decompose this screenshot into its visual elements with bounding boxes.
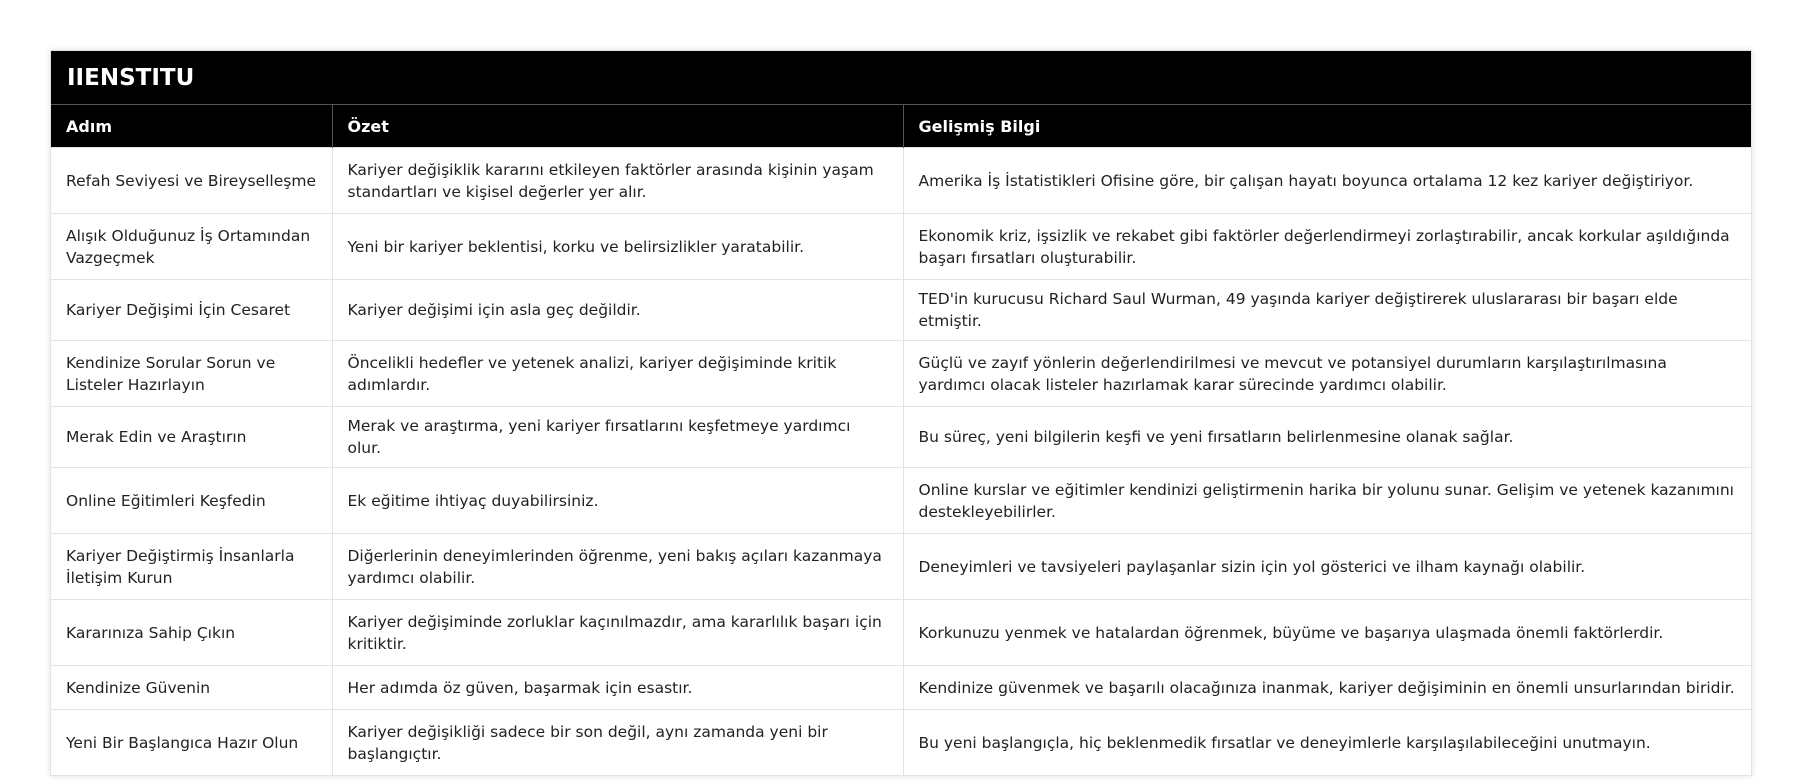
- table-row: [51, 534, 1751, 600]
- cell-step: Yeni Bir Başlangıca Hazır Olun: [51, 710, 332, 776]
- table-row: [51, 600, 1751, 666]
- cell-info: Kendinize güvenmek ve başarılı olacağınıza inanmak, kariyer değişiminin en önemli unsurlarından biridir.: [903, 666, 1751, 710]
- cell-step: Kariyer Değiştirmiş İnsanlarla İletişim Kurun: [51, 534, 332, 600]
- cell-step: Refah Seviyesi ve Bireyselleşme: [51, 148, 332, 214]
- table-row: [51, 710, 1751, 776]
- table-row: [51, 214, 1751, 280]
- table-header-row: [51, 105, 1751, 148]
- cell-summary: Öncelikli hedefler ve yetenek analizi, kariyer değişiminde kritik adımlardır.: [332, 341, 903, 407]
- cell-info: Korkunuzu yenmek ve hatalardan öğrenmek, büyüme ve başarıya ulaşmada önemli faktörlerdir.: [903, 600, 1751, 666]
- cell-summary: Her adımda öz güven, başarmak için esastır.: [332, 666, 903, 710]
- table-row: [51, 148, 1751, 214]
- cell-step: Online Eğitimleri Keşfedin: [51, 468, 332, 534]
- cell-summary: Yeni bir kariyer beklentisi, korku ve belirsizlikler yaratabilir.: [332, 214, 903, 280]
- cell-summary: Kariyer değişimi için asla geç değildir.: [332, 280, 903, 341]
- cell-info: TED'in kurucusu Richard Saul Wurman, 49 yaşında kariyer değiştirerek uluslararası bir başarı elde etmiştir.: [903, 280, 1751, 341]
- table-row: [51, 468, 1751, 534]
- column-header-summary: Özet: [332, 105, 903, 148]
- cell-step: Kararınıza Sahip Çıkın: [51, 600, 332, 666]
- table-row: [51, 341, 1751, 407]
- column-header-step: Adım: [51, 105, 332, 148]
- cell-summary: Ek eğitime ihtiyaç duyabilirsiniz.: [332, 468, 903, 534]
- cell-info: Güçlü ve zayıf yönlerin değerlendirilmesi ve mevcut ve potansiyel durumların karşılaştırılmasına yardımcı olacak listeler hazırlamak karar sürecinde yardımcı olabilir.: [903, 341, 1751, 407]
- column-header-info: Gelişmiş Bilgi: [903, 105, 1751, 148]
- cell-step: Alışık Olduğunuz İş Ortamından Vazgeçmek: [51, 214, 332, 280]
- cell-info: Bu süreç, yeni bilgilerin keşfi ve yeni fırsatların belirlenmesine olanak sağlar.: [903, 407, 1751, 468]
- cell-info: Bu yeni başlangıçla, hiç beklenmedik fırsatlar ve deneyimlerle karşılaşılabileceğini unutmayın.: [903, 710, 1751, 776]
- cell-info: Deneyimleri ve tavsiyeleri paylaşanlar sizin için yol gösterici ve ilham kaynağı olabilir.: [903, 534, 1751, 600]
- brand-title: IIENSTITU: [51, 51, 1751, 105]
- cell-step: Merak Edin ve Araştırın: [51, 407, 332, 468]
- cell-summary: Diğerlerinin deneyimlerinden öğrenme, yeni bakış açıları kazanmaya yardımcı olabilir.: [332, 534, 903, 600]
- cell-step: Kariyer Değişimi İçin Cesaret: [51, 280, 332, 341]
- cell-summary: Kariyer değişiminde zorluklar kaçınılmazdır, ama kararlılık başarı için kritiktir.: [332, 600, 903, 666]
- cell-step: Kendinize Güvenin: [51, 666, 332, 710]
- cell-summary: Merak ve araştırma, yeni kariyer fırsatlarını keşfetmeye yardımcı olur.: [332, 407, 903, 468]
- cell-step: Kendinize Sorular Sorun ve Listeler Hazırlayın: [51, 341, 332, 407]
- cell-info: Online kurslar ve eğitimler kendinizi geliştirmenin harika bir yolunu sunar. Gelişim ve yetenek kazanımını destekleyebilirler.: [903, 468, 1751, 534]
- table-row: [51, 280, 1751, 341]
- content-table-card: [50, 50, 1752, 776]
- cell-info: Amerika İş İstatistikleri Ofisine göre, bir çalışan hayatı boyunca ortalama 12 kez kariyer değiştiriyor.: [903, 148, 1751, 214]
- career-change-table: [51, 105, 1751, 775]
- cell-info: Ekonomik kriz, işsizlik ve rekabet gibi faktörler değerlendirmeyi zorlaştırabilir, ancak korkular aşıldığında başarı fırsatları oluşturabilir.: [903, 214, 1751, 280]
- table-row: [51, 407, 1751, 468]
- cell-summary: Kariyer değişiklik kararını etkileyen faktörler arasında kişinin yaşam standartları ve kişisel değerler yer alır.: [332, 148, 903, 214]
- cell-summary: Kariyer değişikliği sadece bir son değil, aynı zamanda yeni bir başlangıçtır.: [332, 710, 903, 776]
- table-row: [51, 666, 1751, 710]
